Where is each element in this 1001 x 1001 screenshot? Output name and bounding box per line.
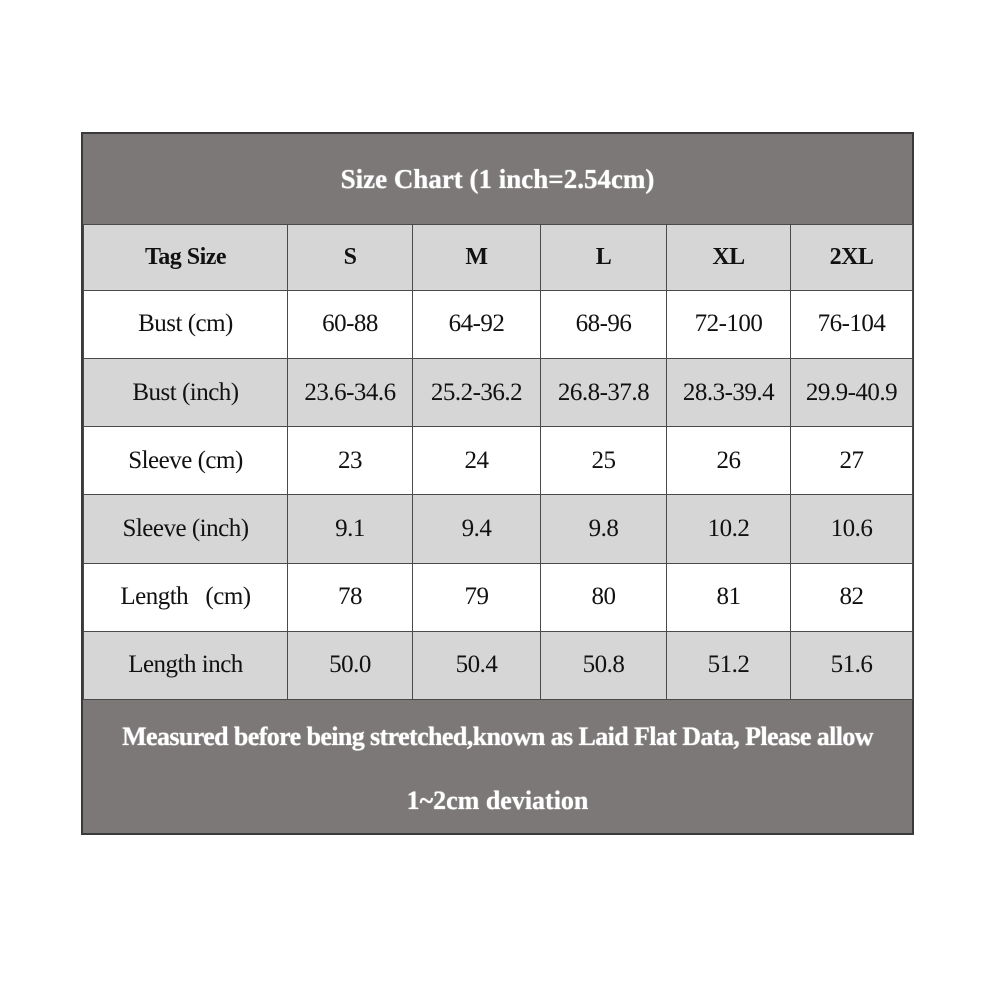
- table-cell: 50.8: [541, 631, 667, 699]
- table-cell: 9.8: [541, 495, 667, 563]
- table-cell: 9.1: [288, 495, 413, 563]
- table-row: [84, 631, 913, 699]
- table-cell: 50.0: [288, 631, 413, 699]
- table-cell: 76-104: [791, 290, 913, 358]
- row-label: Length (cm): [84, 563, 288, 631]
- table-cell: 79: [413, 563, 541, 631]
- table-cell: 51.2: [667, 631, 791, 699]
- table-header-cell: M: [413, 225, 541, 291]
- table-header-cell: XL: [667, 225, 791, 291]
- table-header-cell: L: [541, 225, 667, 291]
- size-table: [83, 224, 913, 700]
- row-label: Length inch: [84, 631, 288, 699]
- table-row: [84, 427, 913, 495]
- table-row: [84, 290, 913, 358]
- table-cell: 60-88: [288, 290, 413, 358]
- table-cell: 26: [667, 427, 791, 495]
- table-cell: 64-92: [413, 290, 541, 358]
- size-chart-title: Size Chart (1 inch=2.54cm): [340, 163, 655, 194]
- table-cell: 81: [667, 563, 791, 631]
- table-cell: 78: [288, 563, 413, 631]
- table-cell: 23: [288, 427, 413, 495]
- table-cell: 50.4: [413, 631, 541, 699]
- table-cell: 23.6-34.6: [288, 359, 413, 427]
- table-cell: 25.2-36.2: [413, 359, 541, 427]
- table-cell: 29.9-40.9: [791, 359, 913, 427]
- table-cell: 68-96: [541, 290, 667, 358]
- row-label: Sleeve (cm): [84, 427, 288, 495]
- table-header-cell: Tag Size: [84, 225, 288, 291]
- row-label: Sleeve (inch): [84, 495, 288, 563]
- table-cell: 51.6: [791, 631, 913, 699]
- measurement-note-line-1: Measured before being stretched,known as Laid Flat Data, Please allow: [122, 722, 873, 751]
- table-cell: 72-100: [667, 290, 791, 358]
- table-row: [84, 359, 913, 427]
- table-cell: 25: [541, 427, 667, 495]
- table-header-row: [84, 225, 913, 291]
- table-cell: 10.2: [667, 495, 791, 563]
- measurement-note-line-2: 1~2cm deviation: [406, 786, 589, 815]
- table-header-cell: 2XL: [791, 225, 913, 291]
- table-row: [84, 495, 913, 563]
- table-cell: 9.4: [413, 495, 541, 563]
- table-cell: 24: [413, 427, 541, 495]
- size-chart: [81, 132, 914, 835]
- row-label: Bust (cm): [84, 290, 288, 358]
- row-label: Bust (inch): [84, 359, 288, 427]
- table-cell: 28.3-39.4: [667, 359, 791, 427]
- table-cell: 27: [791, 427, 913, 495]
- table-cell: 82: [791, 563, 913, 631]
- table-header-cell: S: [288, 225, 413, 291]
- table-cell: 26.8-37.8: [541, 359, 667, 427]
- table-cell: 10.6: [791, 495, 913, 563]
- measurement-note: [83, 700, 912, 833]
- table-row: [84, 563, 913, 631]
- table-cell: 80: [541, 563, 667, 631]
